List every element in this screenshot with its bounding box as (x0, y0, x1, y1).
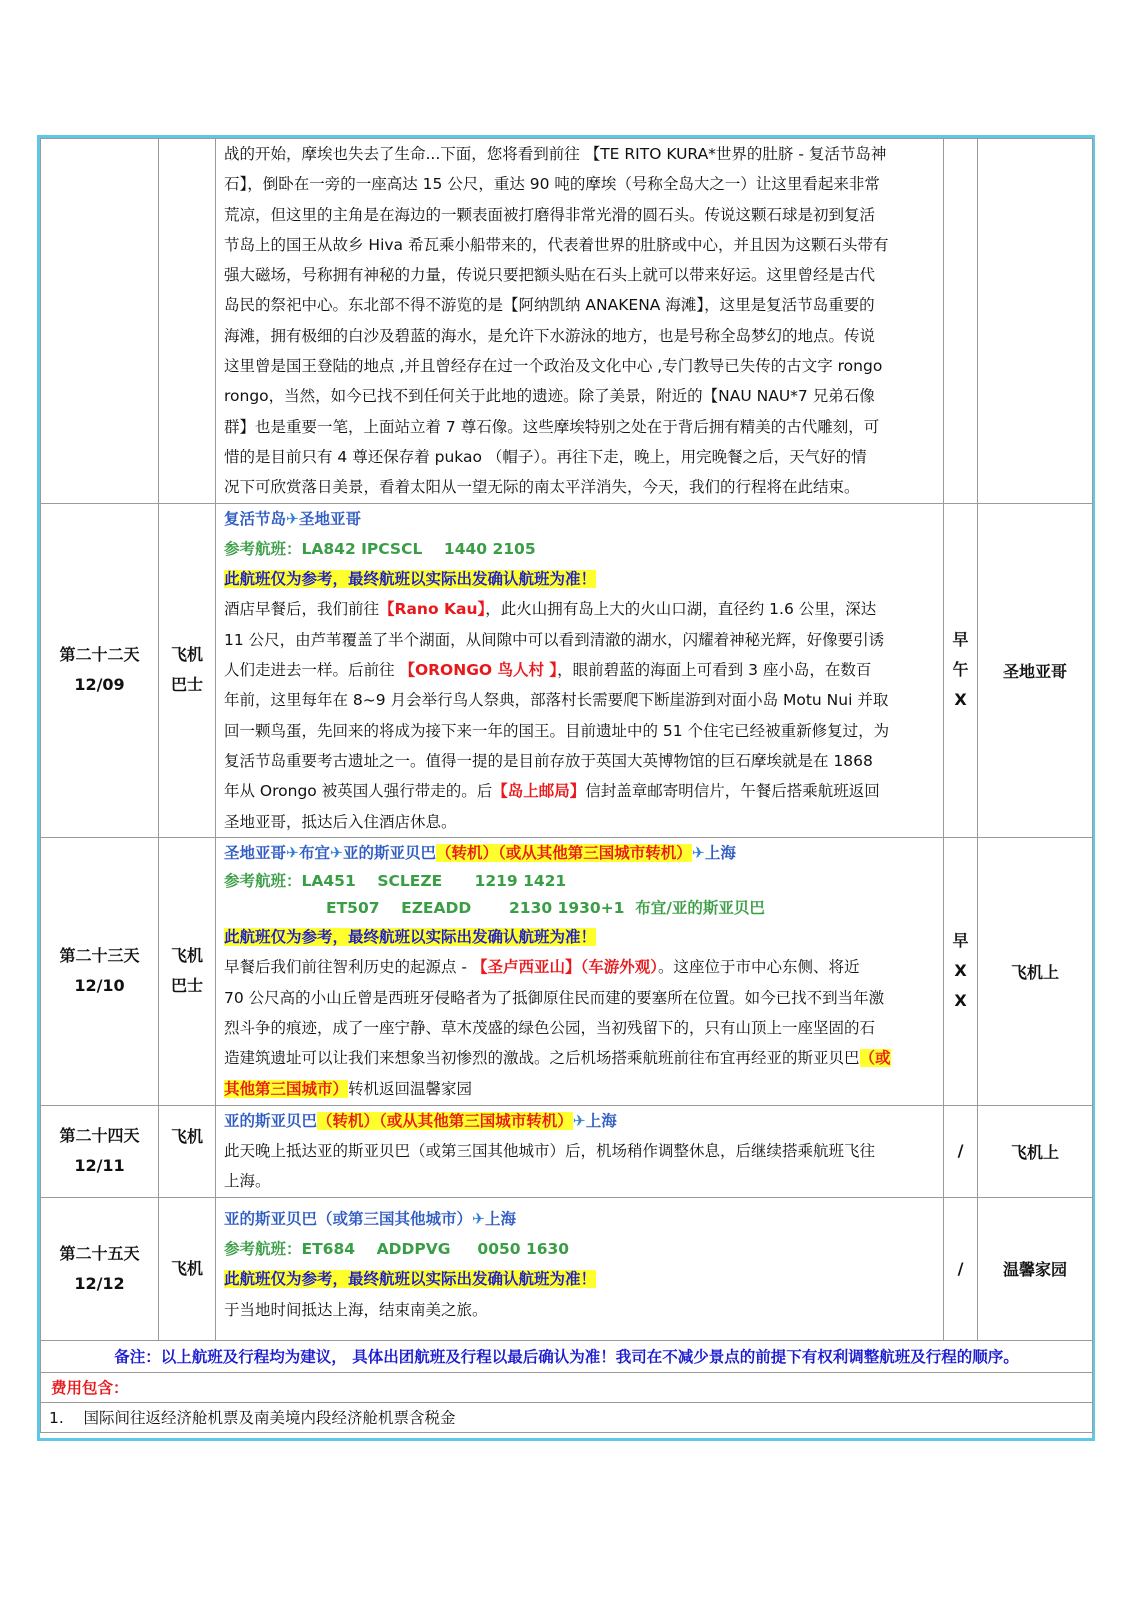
hotel-cell: 温馨家园 (978, 1197, 1093, 1340)
flight-label: 参考航班： (224, 872, 302, 891)
desc-line: 强大磁场，号称拥有神秘的力量，传说只要把额头贴在石头上就可以带来好运。这里曾经是古代 (224, 266, 876, 285)
desc-line (224, 1074, 935, 1104)
day-cell (41, 1197, 159, 1340)
text: 信封盖章邮寄明信片，午餐后搭乘航班返回 (585, 782, 880, 801)
airplane-icon: ✈ (330, 843, 344, 862)
hotel-cell: 圣地亚哥 (978, 503, 1093, 837)
desc-line: 岛民的祭祀中心。东北部不得不游览的是【阿纳凯纳 ANAKENA 海滩】，这里是复活节岛重要的 (224, 296, 875, 315)
hotel-cell (978, 139, 1093, 504)
fee-item: 1. 国际间往返经济舱机票及南美境内段经济舱机票含税金 (41, 1402, 1093, 1432)
flight-info: LA451 SCLEZE 1219 1421 (301, 872, 567, 891)
flight-line (224, 534, 935, 564)
route-from: 圣地亚哥 (224, 843, 287, 862)
airplane-icon: ✈ (691, 843, 705, 862)
flight-info: ET684 ADDPVG 0050 1630 (301, 1240, 570, 1259)
transport-cell (159, 1105, 216, 1197)
hotel-cell: 飞机上 (978, 837, 1093, 1105)
meal-cell (944, 1197, 978, 1340)
fee-title: 费用包含： (41, 1372, 1093, 1402)
flight-line (224, 1234, 935, 1264)
desc-line: rongo，当然，如今已找不到任何关于此地的遗迹。除了美景，附近的【NAU NAU*7 兄弟石像 (224, 387, 875, 406)
text: 早餐后我们前往智利历史的起源点 - (224, 958, 472, 977)
desc-line: 于当地时间抵达上海，结束南美之旅。 (224, 1300, 488, 1319)
day-label: 第二十四天 (59, 1126, 140, 1146)
itinerary-row-day22 (41, 503, 1093, 837)
route-line (224, 1204, 935, 1234)
transport-cell (159, 503, 216, 837)
transport-item: 飞机 (170, 645, 203, 665)
flight-label: 参考航班： (224, 1240, 302, 1259)
flight-note: 此航班仅为参考，最终航班以实际出发确认航班为准！ (224, 1270, 597, 1289)
meal-dinner: X (954, 991, 967, 1011)
day-cell (41, 837, 159, 1105)
meal-cell (944, 1105, 978, 1197)
description-cell (216, 139, 944, 504)
description-cell (216, 1197, 944, 1340)
transport-item: 飞机 (170, 1126, 203, 1146)
fee-title-row (41, 1372, 1093, 1402)
description-cell (216, 1105, 944, 1197)
desc-line: 荒凉，但这里的主角是在海边的一颗表面被打磨得非常光滑的圆石头。传说这颗石球是初到复活 (224, 205, 876, 224)
desc-line (224, 594, 935, 624)
route-from: 亚的斯亚贝巴（或第三国其他城市） (224, 1209, 473, 1228)
text: 。这座位于市中心东侧、将近 (657, 958, 860, 977)
itinerary-row-day23 (41, 837, 1093, 1105)
flight-info: ET507 EZEADD 2130 1930+1 布宜/亚的斯亚贝巴 (326, 899, 765, 918)
desc-line (224, 1043, 935, 1073)
desc-line: 11 公尺，由芦苇覆盖了半个湖面，从间隙中可以看到清澈的湖水，闪耀着神秘光辉，好像要引诱 (224, 630, 885, 649)
day-label: 第二十三天 (59, 946, 140, 966)
highlight-place: 【岛上邮局】 (492, 782, 586, 801)
meal-lunch: X (954, 961, 967, 981)
airplane-icon: ✈ (572, 1111, 586, 1130)
transport-cell (159, 1197, 216, 1340)
highlight-transfer: 其他第三国城市） (224, 1079, 349, 1098)
desc-line: 烈斗争的痕迹，成了一座宁静、草木茂盛的绿色公园，当初残留下的，只有山顶上一座坚固的石 (224, 1019, 876, 1038)
route-from: 复活节岛 (224, 509, 287, 528)
transfer-note: （转机）（或从其他第三国城市转机） (436, 843, 692, 862)
highlight-place: 【ORONGO 鸟人村 】 (399, 661, 558, 680)
text: 酒店早餐后，我们前往 (224, 600, 380, 619)
route-line (224, 504, 935, 534)
flight-note: 此航班仅为参考，最终航班以实际出发确认航班为准！ (224, 928, 597, 947)
text: ，此火山拥有岛上大的火山口湖，直径约 1.6 公里，深达 (485, 600, 877, 619)
desc-line: 节岛上的国王从故乡 Hiva 希瓦乘小船带来的，代表着世界的肚脐或中心，并且因为这颗石头带有 (224, 235, 889, 254)
flight-label: 参考航班： (224, 539, 302, 558)
meal-lunch: 午 (952, 660, 969, 680)
desc-line (224, 776, 935, 806)
meal-breakfast: 早 (952, 931, 969, 951)
day-date: 12/10 (74, 976, 125, 996)
desc-line: 年前，这里每年在 8~9 月会举行鸟人祭典，部落村长需要爬下断崖游到对面小岛 Motu Nui 并取 (224, 691, 889, 710)
transport-item: 飞机 (170, 946, 203, 966)
route-to: 上海 (485, 1209, 517, 1228)
desc-line (224, 952, 935, 982)
transport-item: 巴士 (170, 675, 203, 695)
route-to: 上海 (585, 1111, 617, 1130)
airplane-icon: ✈ (286, 843, 300, 862)
day-cell (41, 503, 159, 837)
highlight-place: 【Rano Kau】 (379, 600, 486, 619)
desc-line: 惜的是目前只有 4 尊还保存着 pukao （帽子）。再往下走，晚上，用完晚餐之后，天气好的情 (224, 447, 867, 466)
itinerary-table (40, 138, 1093, 1433)
desc-line: 圣地亚哥，抵达后入住酒店休息。 (224, 812, 457, 831)
day-date: 12/11 (74, 1156, 125, 1176)
meal-cell (944, 139, 978, 504)
route-line (224, 1106, 935, 1136)
day-label: 第二十五天 (59, 1243, 140, 1263)
text: 转机返回温馨家园 (348, 1079, 473, 1098)
airplane-icon: ✈ (286, 509, 300, 528)
day-label: 第二十二天 (59, 645, 140, 665)
description-cell (216, 503, 944, 837)
desc-line: 战的开始，摩埃也失去了生命...下面，您将看到前往 【TE RITO KURA*世界的肚脐 - 复活节岛神 (224, 145, 887, 163)
transport-item: 巴士 (170, 976, 203, 996)
desc-line: 上海。 (224, 1172, 271, 1191)
transport-item: 飞机 (170, 1258, 203, 1278)
route-to: 圣地亚哥 (299, 509, 362, 528)
desc-line: 复活节岛重要考古遗址之一。值得一提的是目前存放于英国大英博物馆的巨石摩埃就是在 1868 (224, 751, 873, 770)
day-date: 12/12 (74, 1273, 125, 1293)
text: 年从 Orongo 被英国人强行带走的。后 (224, 782, 493, 801)
day-cell (41, 1105, 159, 1197)
meal-cell (944, 837, 978, 1105)
desc-line: 石】，倒卧在一旁的一座高达 15 公尺，重达 90 吨的摩埃（号称全岛大之一）让这里看起来非常 (224, 175, 880, 194)
meal-dinner: X (954, 690, 967, 710)
flight-info: LA842 IPCSCL 1440 2105 (301, 539, 536, 558)
route-from: 亚的斯亚贝巴 (224, 1111, 318, 1130)
highlight-transfer: （或 (859, 1049, 891, 1068)
text: 造建筑遗址可以让我们来想象当初惨烈的激战。之后机场搭乘航班前往布宜再经亚的斯亚贝巴 (224, 1049, 860, 1068)
airplane-icon: ✈ (472, 1209, 486, 1228)
desc-line: 回一颗鸟蛋，先回来的将成为接下来一年的国王。目前遗址中的 51 个住宅已经被重新修复过，为 (224, 721, 890, 740)
remark-row (41, 1340, 1093, 1372)
route-via: 亚的斯亚贝巴 (343, 843, 437, 862)
fee-item-row (41, 1402, 1093, 1432)
desc-line: 海滩，拥有极细的白沙及碧蓝的海水，是允许下水游泳的地方，也是号称全岛梦幻的地点。传说 (224, 326, 876, 345)
flight-line (224, 868, 935, 895)
note-line (224, 564, 935, 594)
desc-line: 这里曾是国王登陆的地点 ,并且曾经存在过一个政治及文化中心 ,专门教导已失传的古文字 rongo (224, 357, 883, 376)
hotel-cell: 飞机上 (978, 1105, 1093, 1197)
flight-note: 此航班仅为参考，最终航班以实际出发确认航班为准！ (224, 570, 597, 589)
day-cell (41, 139, 159, 504)
route-via: 布宜 (299, 843, 331, 862)
transport-cell (159, 837, 216, 1105)
desc-line: 况下可欣赏落日美景，看着太阳从一望无际的南太平洋消失，今天，我们的行程将在此结束。 (224, 478, 860, 497)
meal-none: / (957, 1258, 964, 1278)
route-to: 上海 (704, 843, 736, 862)
note-line (224, 1264, 935, 1294)
day-date: 12/09 (74, 675, 125, 695)
itinerary-row-day25 (41, 1197, 1093, 1340)
meal-none: / (957, 1141, 964, 1161)
text: ，眼前碧蓝的海面上可看到 3 座小岛，在数百 (557, 661, 872, 680)
desc-line: 群】也是重要一笔，上面站立着 7 尊石像。这些摩埃特别之处在于背后拥有精美的古代雕刻，可 (224, 417, 880, 436)
itinerary-row-day24 (41, 1105, 1093, 1197)
desc-line: 70 公尺高的小山丘曾是西班牙侵略者为了抵御原住民而建的要塞所在位置。如今已找不到当年激 (224, 988, 885, 1007)
remark-text: 备注：以上航班及行程均为建议， 具体出团航班及行程以最后确认为准！我司在不减少景点的前提下有权利调整航班及行程的顺序。 (41, 1340, 1093, 1372)
highlight-place: 【圣卢西亚山】（车游外观） (471, 958, 658, 977)
meal-breakfast: 早 (952, 630, 969, 650)
text: 人们走进去一样。后前往 (224, 661, 400, 680)
flight-line (224, 895, 935, 922)
description-cell (216, 837, 944, 1105)
note-line (224, 922, 935, 952)
meal-cell (944, 503, 978, 837)
desc-line: 此天晚上抵达亚的斯亚贝巴（或第三国其他城市）后，机场稍作调整休息，后继续搭乘航班飞往 (224, 1142, 876, 1161)
transfer-note: （转机）（或从其他第三国城市转机） (317, 1111, 573, 1130)
itinerary-row-continued (41, 139, 1093, 504)
desc-line (224, 655, 935, 685)
route-line (224, 838, 935, 868)
transport-cell (159, 139, 216, 504)
